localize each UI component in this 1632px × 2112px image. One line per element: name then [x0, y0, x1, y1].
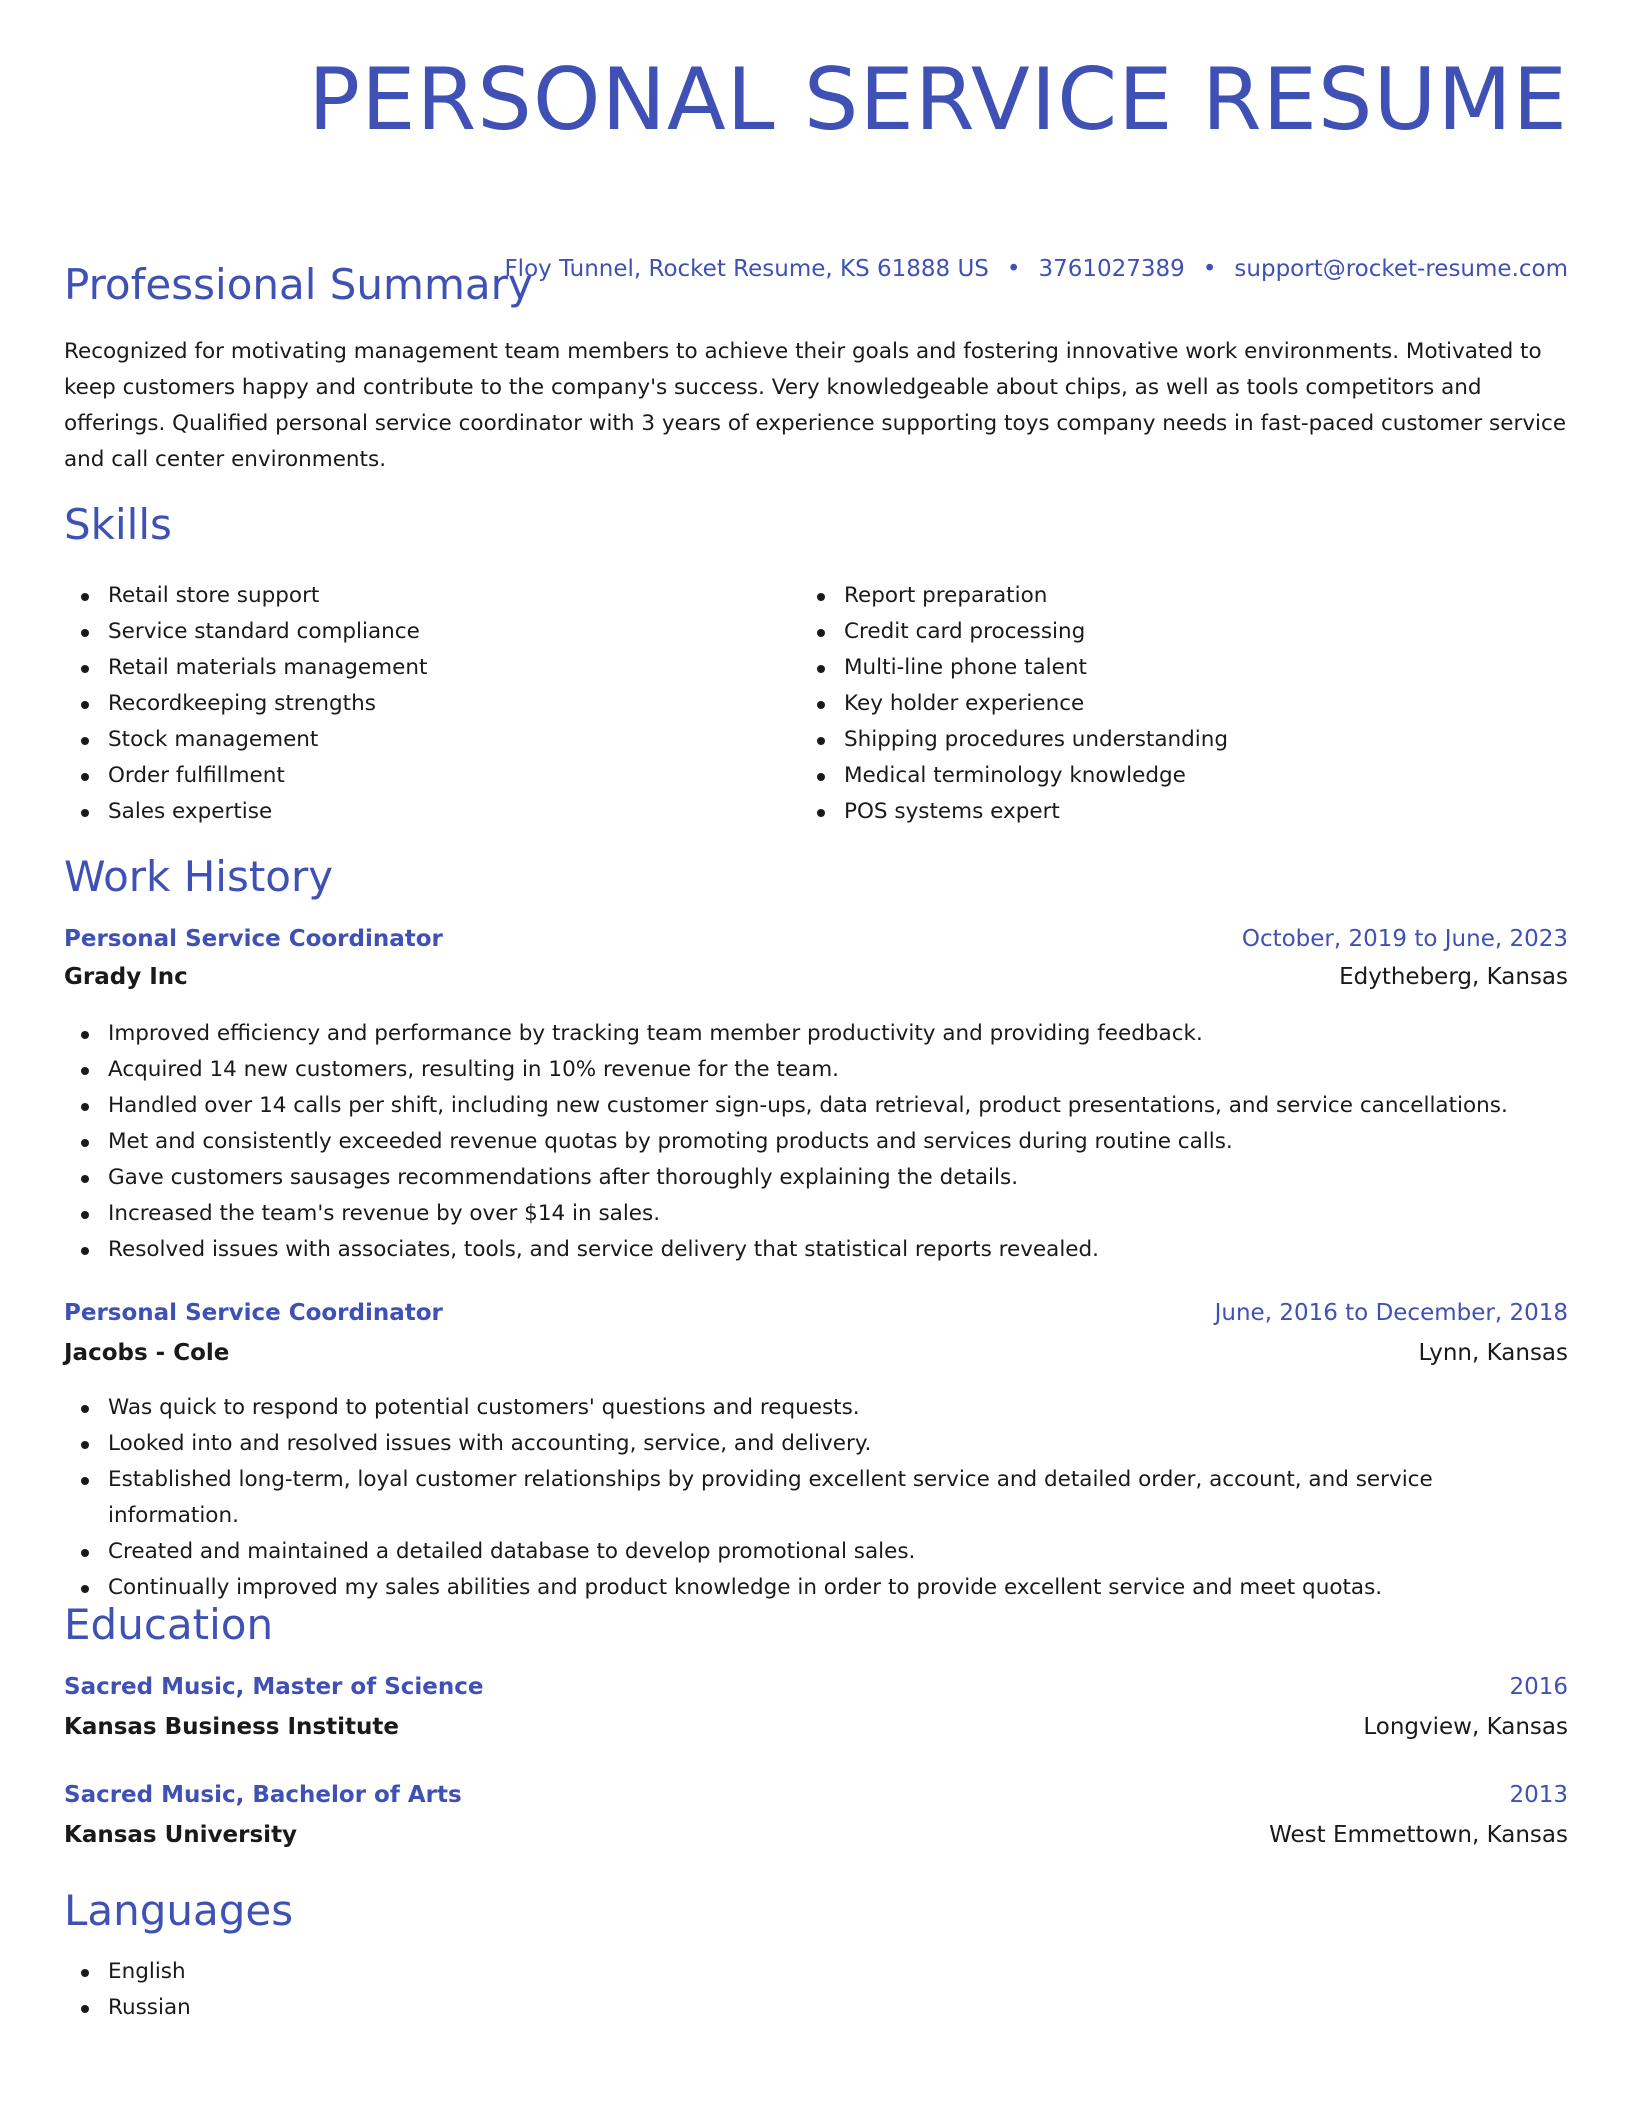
- education-header: [64, 1782, 1568, 1808]
- skill-item: Credit card processing: [800, 614, 1500, 650]
- skill-item: Order fulfillment: [64, 758, 764, 794]
- job-bullet: Met and consistently exceeded revenue quotas by promoting products and services during routine calls.: [64, 1124, 1568, 1160]
- job-bullets: [64, 1390, 1568, 1606]
- skill-item: Retail store support: [64, 578, 764, 614]
- work-heading: Work History: [64, 852, 334, 901]
- contact-separator: •: [1202, 256, 1217, 282]
- skill-item: Shipping procedures understanding: [800, 722, 1500, 758]
- job-company: Grady Inc: [64, 964, 188, 990]
- job-header: [64, 1300, 1568, 1326]
- education-subheader: [64, 1822, 1568, 1848]
- job-bullet: Increased the team's revenue by over $14 in sales.: [64, 1196, 1568, 1232]
- education-header: [64, 1674, 1568, 1700]
- skill-item: Retail materials management: [64, 650, 764, 686]
- job-bullet: Resolved issues with associates, tools, and service delivery that statistical reports revealed.: [64, 1232, 1568, 1268]
- contact-line: [504, 256, 1568, 282]
- summary-heading: Professional Summary: [64, 260, 533, 309]
- job-bullet: Gave customers sausages recommendations after thoroughly explaining the details.: [64, 1160, 1568, 1196]
- job-bullet: Handled over 14 calls per shift, including new customer sign-ups, data retrieval, product presentations, and service cancellations.: [64, 1088, 1568, 1124]
- contact-address: Floy Tunnel, Rocket Resume, KS 61888 US: [504, 256, 989, 282]
- job-bullet: Continually improved my sales abilities and product knowledge in order to provide excellent service and meet quotas.: [64, 1570, 1568, 1606]
- skill-item: Stock management: [64, 722, 764, 758]
- education-location: West Emmettown, Kansas: [1269, 1822, 1568, 1848]
- summary-text: Recognized for motivating management team members to achieve their goals and fostering innovative work environments. Motivated to keep customers happy and contribute to the company's success. Very knowledgeable about chips, as well as tools competitors and offerings. Qualified personal service coordinator with 3 years of experience supporting toys company needs in fast-paced customer service and call center environments.: [64, 339, 1567, 472]
- job-subheader: [64, 964, 1568, 990]
- job-location: Edytheberg, Kansas: [1339, 964, 1568, 990]
- skill-item: Key holder experience: [800, 686, 1500, 722]
- education-school: Kansas University: [64, 1822, 298, 1848]
- skill-item: Medical terminology knowledge: [800, 758, 1500, 794]
- job-bullet: Was quick to respond to potential customers' questions and requests.: [64, 1390, 1568, 1426]
- education-year: 2013: [1509, 1782, 1568, 1808]
- skill-item: POS systems expert: [800, 794, 1500, 830]
- education-degree: Sacred Music, Master of Science: [64, 1674, 484, 1700]
- job-role: Personal Service Coordinator: [64, 1300, 443, 1326]
- education-school: Kansas Business Institute: [64, 1714, 399, 1740]
- job-role: Personal Service Coordinator: [64, 926, 443, 952]
- languages-list: [64, 1954, 1568, 2026]
- job-bullet: Established long-term, loyal customer relationships by providing excellent service and detailed order, account, and service information.: [64, 1462, 1568, 1534]
- job-header: [64, 926, 1568, 952]
- contact-phone: 3761027389: [1038, 256, 1185, 282]
- education-subheader: [64, 1714, 1568, 1740]
- resume-title: PERSONAL SERVICE RESUME: [308, 50, 1568, 150]
- job-bullet: Improved efficiency and performance by tracking team member productivity and providing feedback.: [64, 1016, 1568, 1052]
- job-location: Lynn, Kansas: [1418, 1340, 1568, 1366]
- job-bullets: [64, 1016, 1568, 1268]
- job-dates: October, 2019 to June, 2023: [1241, 926, 1568, 952]
- job-subheader: [64, 1340, 1568, 1366]
- skills-list-right: [800, 578, 1500, 830]
- job-bullet: Created and maintained a detailed database to develop promotional sales.: [64, 1534, 1568, 1570]
- skill-item: Report preparation: [800, 578, 1500, 614]
- job-bullet: Acquired 14 new customers, resulting in 10% revenue for the team.: [64, 1052, 1568, 1088]
- language-item: English: [64, 1954, 1568, 1990]
- language-item: Russian: [64, 1990, 1568, 2026]
- education-year: 2016: [1509, 1674, 1568, 1700]
- skill-item: Sales expertise: [64, 794, 764, 830]
- skill-item: Multi-line phone talent: [800, 650, 1500, 686]
- job-company: Jacobs - Cole: [64, 1340, 230, 1366]
- skill-item: Recordkeeping strengths: [64, 686, 764, 722]
- education-location: Longview, Kansas: [1363, 1714, 1568, 1740]
- contact-email[interactable]: support@rocket-resume.com: [1234, 256, 1568, 282]
- languages-heading: Languages: [64, 1886, 294, 1935]
- job-dates: June, 2016 to December, 2018: [1214, 1300, 1568, 1326]
- job-bullet: Looked into and resolved issues with accounting, service, and delivery.: [64, 1426, 1568, 1462]
- skills-heading: Skills: [64, 500, 172, 549]
- education-degree: Sacred Music, Bachelor of Arts: [64, 1782, 462, 1808]
- contact-separator: •: [1006, 256, 1021, 282]
- education-heading: Education: [64, 1600, 274, 1649]
- skills-list-left: [64, 578, 764, 830]
- skill-item: Service standard compliance: [64, 614, 764, 650]
